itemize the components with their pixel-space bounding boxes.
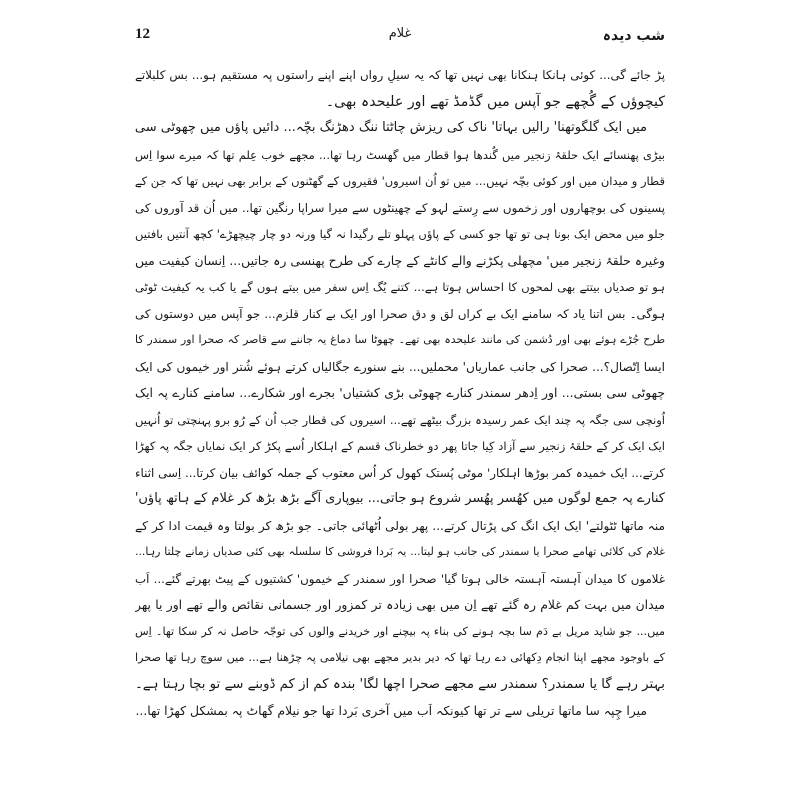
running-head [135, 26, 665, 50]
text-line: ایسا اِتّصال؟... صحرا کی جانب عماریاں' محملیں... بنے سنورے جگالیاں کرتے ہوئے شُتر اور خیموں کی ایک [135, 359, 665, 374]
text-line: طرح جُڑے ہوئے بھی اور دُشمن کی مانند علیحدہ بھی تھے۔ چھوٹا سا دماغ یہ جاننے سے قاصر کہ صحرا اور سمندر کا [135, 333, 665, 346]
text-line: میں ایک گلگوتھنا' رالیں بہاتا' ناک کی ریزش چاٹتا ننگ دھڑنگ بچّہ... دائیں پاؤں میں چھوٹی سی [135, 120, 647, 135]
text-line: پڑ جائے گی... کوئی ہانکا ہنکانا بھی نہیں تھا کہ یہ سیلِ رواں اپنے اپنے راستوں پہ مستقیم ہو... بس کلبلاتے [135, 68, 665, 82]
text-line: بیڑی پھنسائے ایک حلقۂ زنجیر میں گُندھا ہوا قطار میں گھسٹ رہا تھا... مجھے خوب عِلم تھا کہ میرے سوا اِس [135, 147, 665, 162]
text-line: بہتر رہے گا یا سمندر؟ سمندر سے مجھے صحرا اچھا لگا' بندہ کم از کم ڈوبنے سے تو بچا رہتا ہے۔ [135, 676, 665, 692]
text-line: کیچوؤں کے گُچھے جو آپس میں گڈمڈ تھے اور علیحدہ بھی۔ [325, 93, 665, 110]
text-line: میدان میں بہت کم غلام رہ گئے تھے اِن میں بھی زیادہ تر کمزور اور جسمانی نقائص والے تھے اور یا پھر [135, 597, 665, 612]
text-line: چھوٹی سی بستی... اور اِدھر سمندر کنارے چھوٹی بڑی کشتیاں' بجرے اور شکارے... سامنے کنارے پہ ایک [135, 385, 665, 400]
page-number: 12 [135, 26, 150, 42]
text-line: میرا چِپہ سا ماتھا تریلی سے تر تھا کیونکہ اَب میں آخری بَردا تھا جو نیلام گھاٹ پہ بمشکل کھڑا تھا... [135, 703, 647, 718]
text-line: میں... جو شاید مریل بے دَم سا بچہ ہونے کی بناء پہ بیچنے اور خریدنے والوں کی توجّہ حاصل نہ کر سکا تھا۔ اِس [135, 624, 665, 638]
chapter-title: غلام [388, 26, 412, 41]
text-line: غلاموں کا میدان آہستہ آہستہ خالی ہوتا گیا' صحرا اور سمندر کے خیموں' کشتیوں کے پیٹ بھرتے گئے... اَب [135, 571, 665, 586]
body-text [135, 62, 665, 725]
text-line: کنارے پہ جمع لوگوں میں کھُسر پھُسر شروع ہو جاتی... بیوپاری آگے بڑھ بڑھ کر غلام کے ہاتھ پاؤں' [135, 491, 665, 506]
text-line: غلام کی کلائی تھامے صحرا یا سمندر کی جانب ہو لیتا... یہ بَردا فروشی کا سلسلہ بھی کئی صدیاں زمانے چلتا رہا... [135, 545, 665, 558]
text-line: کرتے... ایک خمیدہ کمر بوڑھا اہلکار' موٹی پُستک کھول کر اُس معتوب کے جملہ کوائف بیان کرتا... اِسی اثناء [135, 465, 665, 480]
text-line: ہو تو صدیاں بیتتے بھی لمحوں کا احساس ہوتا ہے... کتنے یُگ اِس سفر میں بیتے ہوں گے یا کب یہ کیفیت ٹوٹی [135, 280, 665, 294]
text-line: پسینوں کی بوچھاروں اور زخموں سے رِستے لہو کے چھینٹوں سے میرا سراپا رنگین تھا.. میں اُن قد آوروں کی [135, 200, 665, 215]
text-line: منہ ماتھا ٹٹولتے' ایک ایک انگ کی پڑتال کرتے... پھر بولی اُٹھائی جاتی۔ جو بڑھ کر بولتا وہ قیمت ادا کر کے [135, 518, 665, 533]
text-line: ایک ایک کر کے حلقۂ زنجیر سے آزاد کِیا جاتا پھر دو خطرناک قسم کے اہلکار اُسے پکڑ کر ایک نمایاں جگہ پہ کھڑا [135, 439, 665, 453]
book-title: شب دیدہ [602, 28, 665, 44]
text-line: ہوگی۔ بس اتنا یاد کہ سامنے ایک بے کراں لق و دق صحرا اور ایک بے کنار قلزم... جو آپس میں دوستوں کی [135, 306, 665, 321]
text-line: وغیرہ حلقۂ زنجیر میں' مچھلی پکڑنے والے کانٹے کے چارے کی طرح پھنسی رہ جاتیں... اِنسان کیفیت میں [135, 252, 665, 268]
text-line: اُونچی سی جگہ پہ چند ایک عمر رسیدہ بزرگ بیٹھے تھے... اسیروں کی قطار جب اُن کے رُو برو پہنچتی تو اُنہیں [135, 412, 665, 427]
text-line: جلو میں محض ایک بونا ہی تو تھا جو کسی کے پاؤں پہلو تلے رگیدا نہ گیا ورنہ دو چار چیچھڑے' کچھ آنتیں بافتیں [135, 227, 665, 241]
text-line: کے باوجود مجھے اپنا انجام دِکھائی دے رہا تھا کہ دیر بدیر مجھے بھی نیلامی پہ چڑھنا ہے... میں سوچ رہا تھا صحرا [135, 651, 665, 664]
text-line: قطار و میدان میں اور کوئی بچّہ نہیں... میں تو اُن اسیروں' فقیروں کے گھٹنوں کے برابر بھی نہیں تھا کہ جن کے [135, 174, 665, 188]
